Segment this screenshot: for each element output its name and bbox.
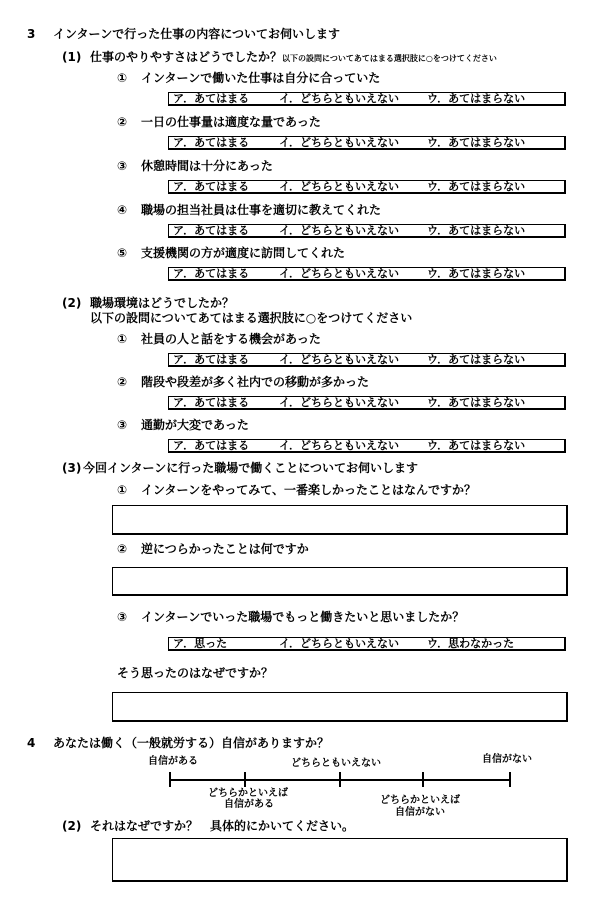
q3-p1-item-3-text: 休憩時間は十分にあった bbox=[141, 159, 273, 173]
choice-c[interactable]: ウ．あてはまらない bbox=[427, 396, 526, 409]
choice-c[interactable]: ウ．あてはまらない bbox=[427, 353, 526, 366]
q4-number: 4 bbox=[27, 736, 36, 750]
q3-p3-answer-why[interactable] bbox=[112, 692, 568, 722]
scale-tick-4[interactable] bbox=[422, 772, 424, 787]
q3-p1-item-5-num: ⑤ bbox=[117, 246, 128, 260]
q3-p1-item-1-text: インターンで働いた仕事は自分に合っていた bbox=[141, 71, 381, 85]
q3-number: 3 bbox=[27, 27, 36, 41]
choice-b[interactable]: イ．どちらともいえない bbox=[279, 136, 400, 149]
q3-p3-item-3-choices[interactable] bbox=[168, 637, 566, 651]
q3-p1-item-1-choices[interactable] bbox=[168, 92, 566, 106]
choice-b[interactable]: イ．どちらともいえない bbox=[279, 180, 400, 193]
q3-p2-item-3-num: ③ bbox=[117, 418, 128, 432]
q3-p1-item-5-text: 支援機関の方が適度に訪問してくれた bbox=[141, 246, 346, 260]
choice-a[interactable]: ア．あてはまる bbox=[173, 267, 250, 280]
q3-p3-item-3-text: インターンでいった職場でもっと働きたいと思いましたか？ bbox=[141, 610, 465, 624]
q3-p1-item-4-text: 職場の担当社員は仕事を適切に教えてくれた bbox=[141, 203, 382, 217]
q4-p2-number: (2) bbox=[62, 819, 82, 833]
q4-title: あなたは働く（一般就労する）自信がありますか？ bbox=[53, 736, 330, 750]
choice-a[interactable]: ア．あてはまる bbox=[173, 224, 250, 237]
q3-p1-title-text: 仕事のやりやすさはどうでしたか？ bbox=[90, 50, 283, 64]
choice-a[interactable]: ア．あてはまる bbox=[173, 396, 250, 409]
choice-c[interactable]: ウ．思わなかった bbox=[427, 637, 515, 650]
q3-p1-item-4-choices[interactable] bbox=[168, 224, 566, 238]
choice-a[interactable]: ア．あてはまる bbox=[173, 353, 250, 366]
choice-c[interactable]: ウ．あてはまらない bbox=[427, 180, 526, 193]
q4-p2-answer[interactable] bbox=[112, 838, 568, 882]
q3-p3-answer-1[interactable] bbox=[112, 505, 568, 535]
scale-label-2b: 自信がある bbox=[224, 799, 274, 810]
q3-p2-item-1-choices[interactable] bbox=[168, 353, 566, 367]
scale-label-4a: どちらかといえば bbox=[380, 795, 460, 806]
q3-p2-item-1-num: ① bbox=[117, 332, 128, 346]
q3-p3-number: (3) bbox=[62, 461, 82, 475]
q3-p1-item-3-num: ③ bbox=[117, 159, 128, 173]
q3-p2-title: 職場環境はどうでしたか？ bbox=[90, 296, 235, 310]
q3-p1-note: 以下の設問についてあてはまる選択肢に○をつけてください bbox=[282, 54, 497, 63]
choice-b[interactable]: イ．どちらともいえない bbox=[279, 353, 400, 366]
choice-b[interactable]: イ．どちらともいえない bbox=[279, 439, 400, 452]
scale-tick-2[interactable] bbox=[244, 772, 246, 787]
scale-label-3: どちらともいえない bbox=[291, 758, 381, 769]
q3-p1-item-2-text: 一日の仕事量は適度な量であった bbox=[141, 115, 321, 129]
q3-p3-item-1-num: ① bbox=[117, 483, 128, 497]
choice-a[interactable]: ア．あてはまる bbox=[173, 92, 250, 105]
choice-a[interactable]: ア．思った bbox=[173, 637, 228, 650]
choice-a[interactable]: ア．あてはまる bbox=[173, 439, 250, 452]
choice-b[interactable]: イ．どちらともいえない bbox=[279, 267, 400, 280]
choice-c[interactable]: ウ．あてはまらない bbox=[427, 439, 526, 452]
q3-p2-item-3-text: 通勤が大変であった bbox=[141, 418, 249, 432]
q3-p1-item-1-num: ① bbox=[117, 71, 128, 85]
q3-p2-number: (2) bbox=[62, 296, 82, 310]
choice-c[interactable]: ウ．あてはまらない bbox=[427, 92, 526, 105]
choice-a[interactable]: ア．あてはまる bbox=[173, 180, 250, 193]
q3-p2-item-1-text: 社員の人と話をする機会があった bbox=[141, 332, 321, 346]
q3-p1-item-4-num: ④ bbox=[117, 203, 128, 217]
q3-p3-item-2-text: 逆につらかったことは何ですか bbox=[141, 542, 309, 556]
q3-p3-item-1-text: インターンをやってみて、一番楽しかったことはなんですか？ bbox=[141, 483, 477, 497]
choice-c[interactable]: ウ．あてはまらない bbox=[427, 136, 526, 149]
q3-p1-title bbox=[90, 51, 497, 63]
scale-label-1: 自信がある bbox=[148, 756, 198, 767]
scale-label-2a: どちらかといえば bbox=[208, 788, 288, 799]
q3-p2-item-2-text: 階段や段差が多く社内での移動が多かった bbox=[141, 375, 370, 389]
choice-b[interactable]: イ．どちらともいえない bbox=[279, 92, 400, 105]
choice-b[interactable]: イ．どちらともいえない bbox=[279, 224, 400, 237]
q3-p1-item-2-num: ② bbox=[117, 115, 128, 129]
choice-b[interactable]: イ．どちらともいえない bbox=[279, 637, 400, 650]
scale-tick-5[interactable] bbox=[509, 772, 511, 787]
q3-p1-number: (1) bbox=[62, 50, 82, 64]
scale-tick-1[interactable] bbox=[169, 772, 171, 787]
scale-tick-3[interactable] bbox=[339, 772, 341, 787]
q3-p1-item-2-choices[interactable] bbox=[168, 136, 566, 150]
q3-p3-item-3-num: ③ bbox=[117, 610, 128, 624]
q3-p2-item-3-choices[interactable] bbox=[168, 439, 566, 453]
q3-p2-item-2-num: ② bbox=[117, 375, 128, 389]
q3-p2-note: 以下の設問についてあてはまる選択肢に○をつけてください bbox=[90, 311, 413, 325]
q3-p3-why: そう思ったのはなぜですか？ bbox=[117, 666, 274, 680]
q3-title: インターンで行った仕事の内容についてお伺いします bbox=[53, 27, 341, 41]
q3-p1-item-3-choices[interactable] bbox=[168, 180, 566, 194]
scale-label-4b: 自信がない bbox=[395, 807, 445, 818]
q3-p3-title: 今回インターンに行った職場で働くことについてお伺いします bbox=[83, 461, 419, 475]
choice-a[interactable]: ア．あてはまる bbox=[173, 136, 250, 149]
q3-p3-item-2-num: ② bbox=[117, 542, 128, 556]
choice-c[interactable]: ウ．あてはまらない bbox=[427, 267, 526, 280]
q3-p2-item-2-choices[interactable] bbox=[168, 396, 566, 410]
q4-p2-text: それはなぜですか？ 具体的にかいてください。 bbox=[90, 819, 355, 833]
scale-label-5: 自信がない bbox=[482, 754, 532, 765]
choice-b[interactable]: イ．どちらともいえない bbox=[279, 396, 400, 409]
q3-p1-item-5-choices[interactable] bbox=[168, 267, 566, 281]
choice-c[interactable]: ウ．あてはまらない bbox=[427, 224, 526, 237]
q3-p3-answer-2[interactable] bbox=[112, 567, 568, 596]
